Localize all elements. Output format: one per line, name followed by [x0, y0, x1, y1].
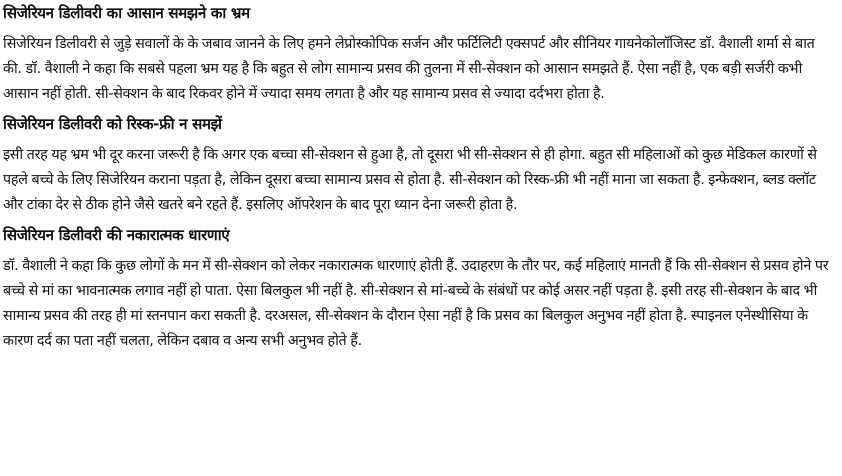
section-heading-negative-beliefs: सिजेरियन डिलीवरी की नकारात्मक धारणाएं [3, 226, 230, 244]
section-paragraph-risk-free: इसी तरह यह भ्रम भी दूर करना जरूरी है कि अगर एक बच्चा सी-सेक्शन से हुआ है, तो दूसरा भी सी-सेक्शन से ही होगा. बहुत सी महिलाओं को कुछ मेडिकल कारणों से पहले बच्चे के लिए सिजेरियन कराना पड़ता है, लेकिन दूसरा बच्चा सामान्य प्रसव से होता है. सी-सेक्शन को रिस्क-फ्री भी नहीं माना जा सकता है. इन्फेक्शन, ब्लड क्लॉट और टांका देर से ठीक होने जैसे खतरे बने रहते हैं. इसलिए ऑपरेशन के बाद पूरा ध्यान देना जरूरी होता है. [3, 147, 817, 213]
section-paragraph-negative-beliefs: डॉ. वैशाली ने कहा कि कुछ लोगों के मन में सी-सेक्शन को लेकर नकारात्मक धारणाएं होती हैं. उदाहरण के तौर पर, कई महिलाएं मानती हैं कि सी-सेक्शन से प्रसव होने पर बच्चे से मां का भावनात्मक लगाव नहीं हो पाता. ऐसा बिलकुल भी नहीं है. सी-सेक्शन से मां-बच्चे के संबंधों पर कोई असर नहीं पड़ता है. इसी तरह सी-सेक्शन के बाद भी सामान्य प्रसव की तरह ही मां स्तनपान करा सकती है. दरअसल, सी-सेक्शन के दौरान ऐसा नहीं है कि प्रसव का बिलकुल अनुभव नहीं होता है. स्पाइनल एनेस्थीसिया के कारण दर्द का पता नहीं चलता, लेकिन दबाव व अन्य सभी अनुभव होते हैं. [3, 258, 829, 349]
section-paragraph-ease-myth: सिजेरियन डिलीवरी से जुड़े सवालों के के जबाव जानने के लिए हमने लेप्रोस्कोपिक सर्जन और फर्टिलिटी एक्सपर्ट और सीनियर गायनेकोलॉजिस्ट डॉ. वैशाली शर्मा से बात की. डॉ. वैशाली ने कहा कि सबसे पहला भ्रम यह है कि बहुत से लोग सामान्य प्रसव की तुलना में सी-सेक्शन को आसान समझते हैं. ऐसा नहीं है, एक बड़ी सर्जरी कभी आसान नहीं होती. सी-सेक्शन के बाद रिकवर होने में ज्यादा समय लगता है और यह सामान्य प्रसव से ज्यादा दर्दभरा होता है. [3, 36, 815, 102]
section-heading-risk-free: सिजेरियन डिलीवरी को रिस्क-फ्री न समझें [3, 115, 222, 133]
section-heading-ease-myth: सिजेरियन डिलीवरी का आसान समझने का भ्रम [3, 4, 250, 22]
